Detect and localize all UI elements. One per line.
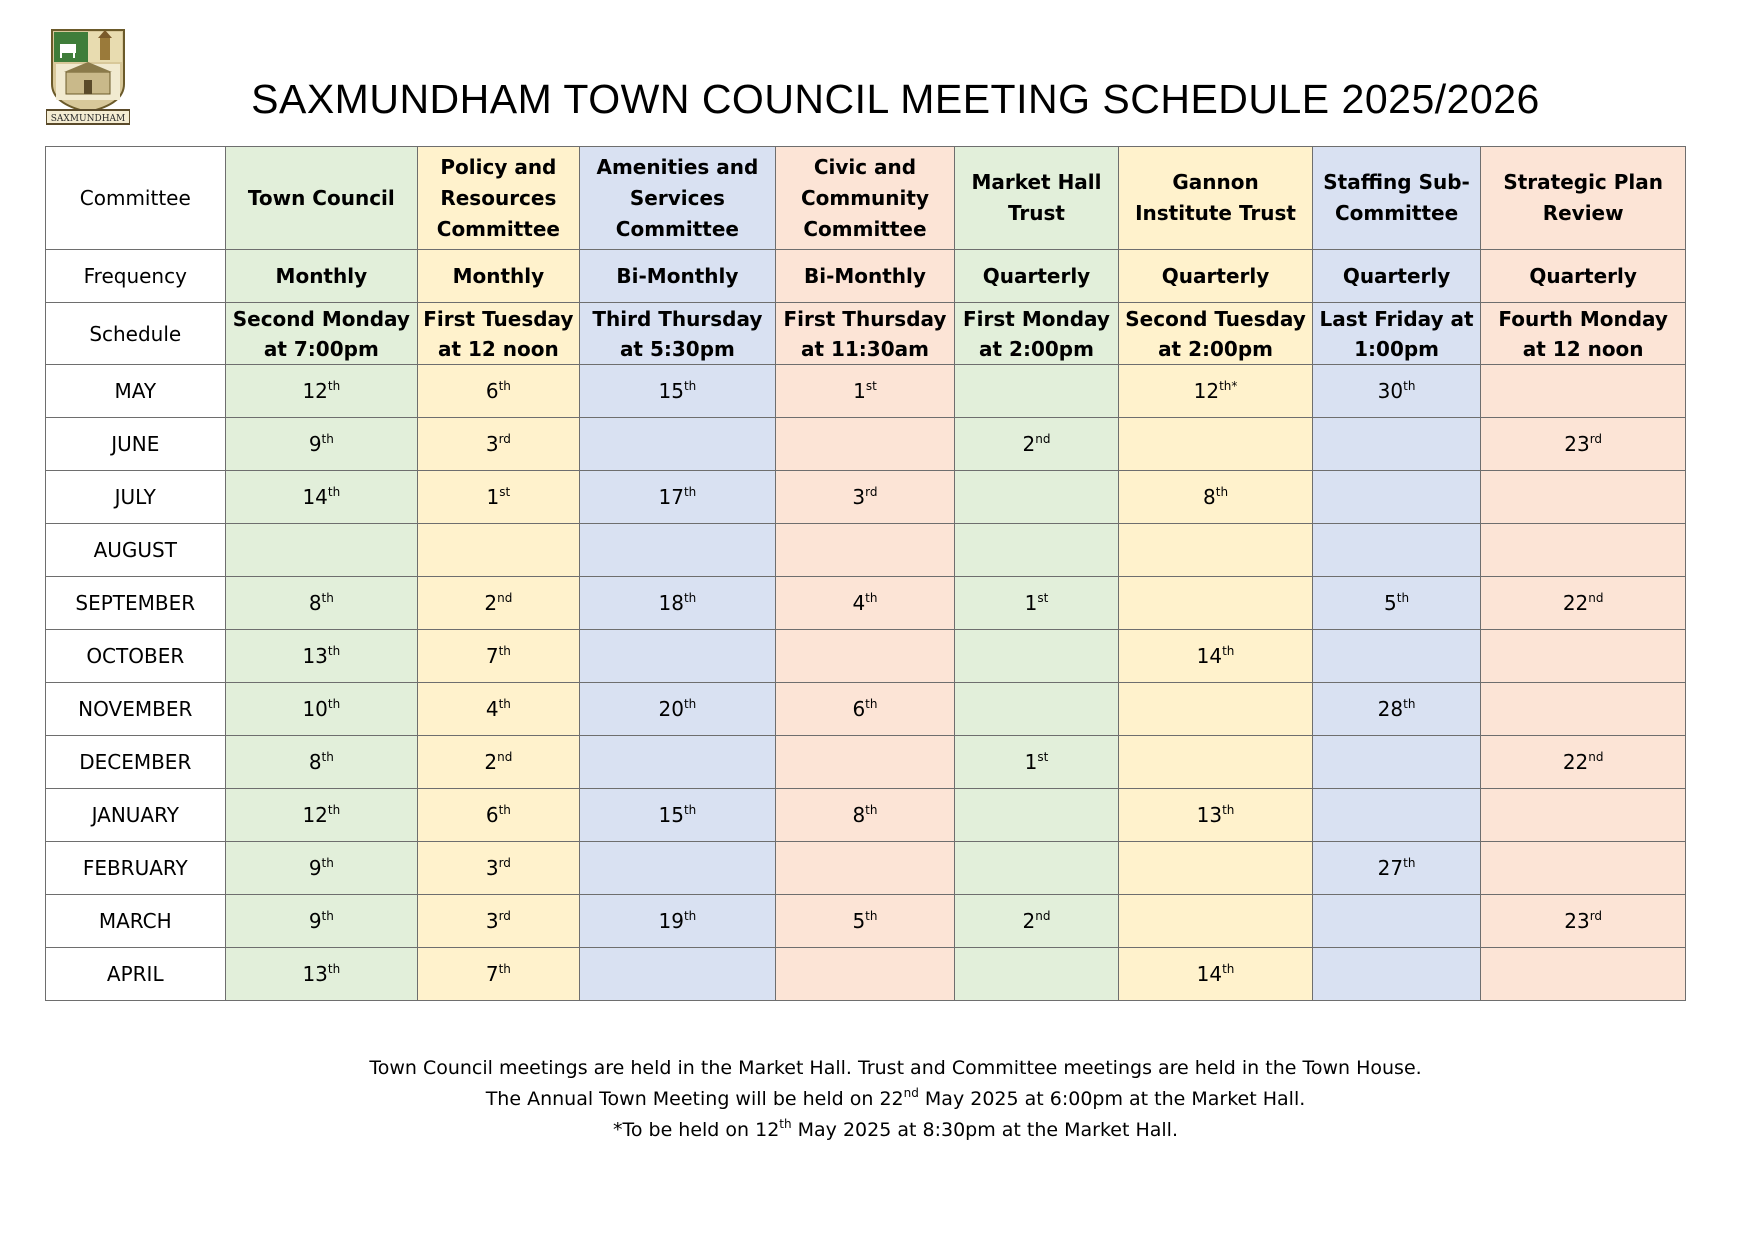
- month-row: [46, 789, 1686, 842]
- note-annual-meeting: [0, 1084, 1755, 1115]
- meeting-date-cell: 8th: [225, 736, 418, 789]
- meeting-date-cell: [1481, 365, 1686, 418]
- meeting-date-cell: 2nd: [954, 895, 1119, 948]
- frequency-row: [46, 250, 1686, 303]
- meeting-date-cell: 28th: [1312, 683, 1481, 736]
- month-label: MARCH: [46, 895, 226, 948]
- meeting-date-cell: 13th: [225, 630, 418, 683]
- committee-header-row: [46, 147, 1686, 250]
- meeting-schedule-table: [45, 146, 1686, 1001]
- row-label-schedule: Schedule: [46, 303, 226, 365]
- meeting-date-cell: 27th: [1312, 842, 1481, 895]
- note-superscript: th: [779, 1117, 792, 1131]
- meeting-date-cell: 9th: [225, 842, 418, 895]
- month-row: [46, 683, 1686, 736]
- meeting-date-cell: [954, 683, 1119, 736]
- meeting-date-cell: [579, 842, 776, 895]
- meeting-date-cell: [579, 948, 776, 1001]
- meeting-date-cell: [1119, 577, 1313, 630]
- meeting-date-cell: 22nd: [1481, 577, 1686, 630]
- meeting-date-cell: 6th: [776, 683, 955, 736]
- meeting-date-cell: 22nd: [1481, 736, 1686, 789]
- meeting-date-cell: $12^{th*}$: [1119, 365, 1313, 418]
- meeting-date-cell: [1312, 524, 1481, 577]
- meeting-date-cell: [954, 524, 1119, 577]
- meeting-date-cell: 15th: [579, 789, 776, 842]
- month-label: SEPTEMBER: [46, 577, 226, 630]
- month-label: JULY: [46, 471, 226, 524]
- committee-name-strategic-plan-review: Strategic Plan Review: [1481, 147, 1686, 250]
- meeting-date-cell: 23rd: [1481, 418, 1686, 471]
- meeting-date-cell: [1481, 948, 1686, 1001]
- committee-name-staffing-sub-committee: Staffing Sub-Committee: [1312, 147, 1481, 250]
- meeting-date-cell: 9th: [225, 895, 418, 948]
- row-label-committee: Committee: [46, 147, 226, 250]
- frequency-cell: Bi-Monthly: [776, 250, 955, 303]
- schedule-table-body: [46, 147, 1686, 1001]
- meeting-date-cell: 17th: [579, 471, 776, 524]
- meeting-date-cell: [1312, 736, 1481, 789]
- meeting-date-cell: 4th: [418, 683, 579, 736]
- meeting-date-cell: [579, 418, 776, 471]
- meeting-date-cell: 3rd: [776, 471, 955, 524]
- meeting-date-cell: [1119, 418, 1313, 471]
- month-row: [46, 524, 1686, 577]
- meeting-date-cell: 12th: [225, 365, 418, 418]
- note-venue: Town Council meetings are held in the Market Hall. Trust and Committee meetings are held in the Town House.: [369, 1057, 1422, 1079]
- meeting-date-cell: 1st: [954, 736, 1119, 789]
- meeting-date-cell: [954, 842, 1119, 895]
- frequency-cell: Quarterly: [1312, 250, 1481, 303]
- meeting-date-cell: 1st: [776, 365, 955, 418]
- month-label: JUNE: [46, 418, 226, 471]
- month-row: [46, 842, 1686, 895]
- meeting-date-cell: [579, 630, 776, 683]
- meeting-date-cell: [579, 736, 776, 789]
- schedule-cell: First Monday at 2:00pm: [954, 303, 1119, 365]
- meeting-date-cell: [1481, 842, 1686, 895]
- note-text: *To be held on 12: [612, 1119, 780, 1141]
- month-label: AUGUST: [46, 524, 226, 577]
- meeting-date-cell: 5th: [1312, 577, 1481, 630]
- month-row: [46, 577, 1686, 630]
- month-label: MAY: [46, 365, 226, 418]
- meeting-date-cell: [776, 842, 955, 895]
- meeting-date-cell: 18th: [579, 577, 776, 630]
- meeting-date-cell: [776, 524, 955, 577]
- month-row: [46, 471, 1686, 524]
- month-label: FEBRUARY: [46, 842, 226, 895]
- meeting-date-cell: 14th: [1119, 948, 1313, 1001]
- meeting-date-cell: [954, 365, 1119, 418]
- meeting-date-cell: 5th: [776, 895, 955, 948]
- meeting-date-cell: [776, 948, 955, 1001]
- note-superscript: nd: [903, 1086, 919, 1100]
- meeting-date-cell: [954, 789, 1119, 842]
- meeting-date-cell: [1481, 630, 1686, 683]
- meeting-date-cell: [1312, 789, 1481, 842]
- meeting-date-cell: [1312, 471, 1481, 524]
- meeting-date-cell: 8th: [225, 577, 418, 630]
- row-label-frequency: Frequency: [46, 250, 226, 303]
- meeting-date-cell: 3rd: [418, 895, 579, 948]
- meeting-date-cell: [1481, 683, 1686, 736]
- meeting-date-cell: [1119, 895, 1313, 948]
- committee-name-policy-resources: Policy and Resources Committee: [418, 147, 579, 250]
- note-text: May 2025 at 8:30pm at the Market Hall.: [791, 1119, 1179, 1141]
- frequency-cell: Bi-Monthly: [579, 250, 776, 303]
- committee-name-town-council: Town Council: [225, 147, 418, 250]
- meeting-date-cell: [776, 418, 955, 471]
- schedule-cell: First Thursday at 11:30am: [776, 303, 955, 365]
- month-label: JANUARY: [46, 789, 226, 842]
- svg-text:SAXMUNDHAM: SAXMUNDHAM: [50, 114, 126, 124]
- meeting-date-cell: 7th: [418, 948, 579, 1001]
- meeting-date-cell: 23rd: [1481, 895, 1686, 948]
- month-row: [46, 736, 1686, 789]
- meeting-date-cell: [1481, 471, 1686, 524]
- meeting-date-cell: [954, 471, 1119, 524]
- schedule-cell: Third Thursday at 5:30pm: [579, 303, 776, 365]
- meeting-date-cell: 2nd: [954, 418, 1119, 471]
- meeting-date-cell: 6th: [418, 789, 579, 842]
- note-text: May 2025 at 6:00pm at the Market Hall.: [918, 1088, 1306, 1110]
- meeting-date-cell: [776, 630, 955, 683]
- frequency-cell: Monthly: [418, 250, 579, 303]
- month-row: [46, 630, 1686, 683]
- meeting-date-cell: 13th: [225, 948, 418, 1001]
- meeting-date-cell: 14th: [225, 471, 418, 524]
- meeting-date-cell: [776, 736, 955, 789]
- month-row: [46, 418, 1686, 471]
- meeting-date-cell: 15th: [579, 365, 776, 418]
- meeting-date-cell: 7th: [418, 630, 579, 683]
- meeting-date-cell: [1481, 789, 1686, 842]
- month-row: [46, 365, 1686, 418]
- meeting-date-cell: 2nd: [418, 577, 579, 630]
- month-label: NOVEMBER: [46, 683, 226, 736]
- meeting-date-cell: [1119, 842, 1313, 895]
- meeting-date-cell: [1119, 736, 1313, 789]
- meeting-date-cell: 9th: [225, 418, 418, 471]
- note-asterisk: [0, 1115, 1755, 1146]
- meeting-date-cell: 6th: [418, 365, 579, 418]
- month-label: DECEMBER: [46, 736, 226, 789]
- meeting-date-cell: [579, 524, 776, 577]
- frequency-cell: Quarterly: [1481, 250, 1686, 303]
- frequency-cell: Monthly: [225, 250, 418, 303]
- frequency-cell: Quarterly: [1119, 250, 1313, 303]
- frequency-cell: Quarterly: [954, 250, 1119, 303]
- meeting-date-cell: 2nd: [418, 736, 579, 789]
- meeting-date-cell: 4th: [776, 577, 955, 630]
- schedule-cell: First Tuesday at 12 noon: [418, 303, 579, 365]
- meeting-date-cell: 1st: [954, 577, 1119, 630]
- schedule-row: [46, 303, 1686, 365]
- committee-name-gannon-institute-trust: Gannon Institute Trust: [1119, 147, 1313, 250]
- meeting-date-cell: 8th: [1119, 471, 1313, 524]
- meeting-date-cell: 3rd: [418, 842, 579, 895]
- meeting-date-cell: 30th: [1312, 365, 1481, 418]
- meeting-date-cell: 12th: [225, 789, 418, 842]
- month-row: [46, 895, 1686, 948]
- committee-name-civic-community: Civic and Community Committee: [776, 147, 955, 250]
- meeting-date-cell: [1119, 524, 1313, 577]
- meeting-date-cell: 20th: [579, 683, 776, 736]
- meeting-date-cell: [418, 524, 579, 577]
- page-title: SAXMUNDHAM TOWN COUNCIL MEETING SCHEDULE 2025/2026: [251, 76, 1540, 122]
- month-label: OCTOBER: [46, 630, 226, 683]
- meeting-date-cell: [1312, 895, 1481, 948]
- meeting-date-cell: 1st: [418, 471, 579, 524]
- month-row: [46, 948, 1686, 1001]
- meeting-date-cell: [225, 524, 418, 577]
- meeting-date-cell: [1312, 630, 1481, 683]
- schedule-cell: Last Friday at 1:00pm: [1312, 303, 1481, 365]
- meeting-date-cell: [1312, 418, 1481, 471]
- meeting-date-cell: [954, 948, 1119, 1001]
- schedule-cell: Second Tuesday at 2:00pm: [1119, 303, 1313, 365]
- meeting-date-cell: 10th: [225, 683, 418, 736]
- meeting-date-cell: [1312, 948, 1481, 1001]
- meeting-date-cell: 8th: [776, 789, 955, 842]
- note-text: The Annual Town Meeting will be held on 22: [485, 1088, 904, 1110]
- month-label: APRIL: [46, 948, 226, 1001]
- committee-name-amenities-services: Amenities and Services Committee: [579, 147, 776, 250]
- meeting-date-cell: [1119, 683, 1313, 736]
- committee-name-market-hall-trust: Market Hall Trust: [954, 147, 1119, 250]
- meeting-date-cell: [954, 630, 1119, 683]
- meeting-date-cell: 13th: [1119, 789, 1313, 842]
- meeting-date-cell: 3rd: [418, 418, 579, 471]
- meeting-date-cell: 19th: [579, 895, 776, 948]
- schedule-cell: Second Monday at 7:00pm: [225, 303, 418, 365]
- schedule-cell: Fourth Monday at 12 noon: [1481, 303, 1686, 365]
- meeting-date-cell: 14th: [1119, 630, 1313, 683]
- meeting-date-cell: [1481, 524, 1686, 577]
- footer-notes: [0, 1053, 1755, 1146]
